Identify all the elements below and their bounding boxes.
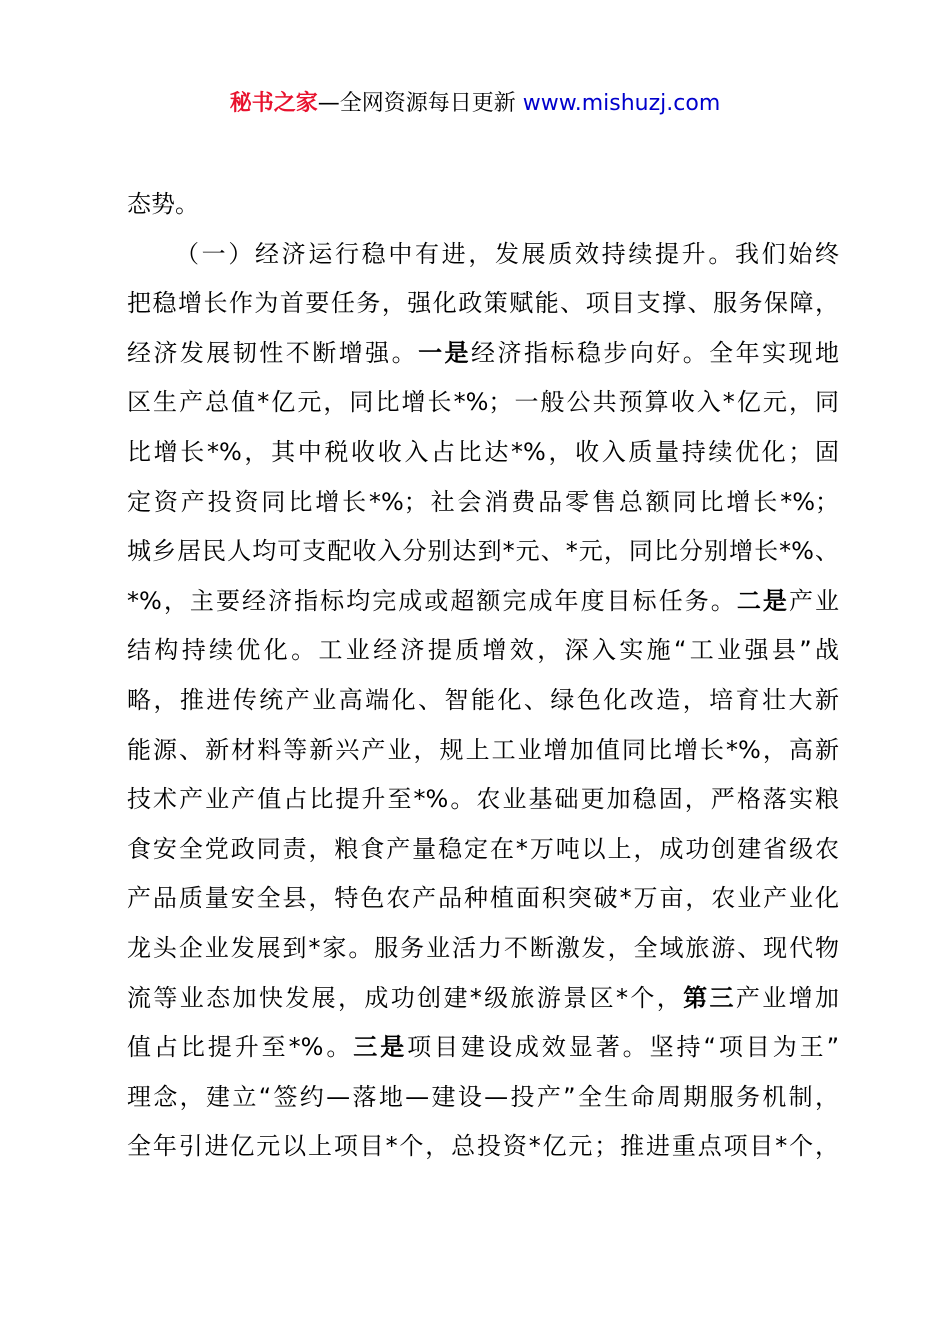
- text-segment: 经济发展韧性不断增强。: [127, 338, 419, 367]
- text-segment: 产业增加: [735, 983, 840, 1012]
- text-line: [127, 676, 839, 726]
- text-segment: 全年引进亿元以上项目*个，总投资*亿元；推进重点项目*个，: [127, 1132, 839, 1161]
- site-header: [0, 88, 950, 120]
- text-segment: 产品质量安全县，特色农产品种植面积突破*万亩，农业产业化: [127, 884, 839, 913]
- text-line: [127, 230, 839, 280]
- text-line: [127, 180, 839, 230]
- text-segment: *%，主要经济指标均完成或超额完成年度目标任务。: [127, 586, 737, 615]
- text-line: [127, 527, 839, 577]
- text-line: [127, 874, 839, 924]
- bold-ordinal: 三是: [353, 1033, 408, 1062]
- text-segment: 流等业态加快发展，成功创建*级旅游景区*个，: [127, 983, 684, 1012]
- text-line: [127, 378, 839, 428]
- bold-ordinal: 一是: [418, 338, 472, 367]
- text-segment: 龙头企业发展到*家。服务业活力不断激发，全域旅游、现代物: [127, 933, 839, 962]
- bold-ordinal: 二是: [736, 586, 789, 615]
- text-line: [127, 1023, 839, 1073]
- text-line: [127, 577, 839, 627]
- text-line: [127, 726, 839, 776]
- text-segment: 产业: [788, 586, 839, 615]
- text-line: [127, 924, 839, 974]
- text-segment: 能源、新材料等新兴产业，规上工业增加值同比增长*%，高新: [127, 735, 839, 764]
- text-segment: 比增长*%，其中税收收入占比达*%，收入质量持续优化；固: [127, 437, 839, 466]
- text-segment: 略，推进传统产业高端化、智能化、绿色化改造，培育壮大新: [127, 685, 839, 714]
- text-segment: 定资产投资同比增长*%；社会消费品零售总额同比增长*%；: [127, 487, 839, 516]
- text-segment: 理念，建立“签约—落地—建设—投产”全生命周期服务机制，: [127, 1082, 839, 1111]
- text-line: [127, 1122, 839, 1172]
- text-segment: 结构持续优化。工业经济提质增效，深入实施“工业强县”战: [127, 636, 839, 665]
- site-url-link[interactable]: www.mishuzj.com: [522, 91, 721, 116]
- text-segment: 项目建设成效显著。坚持“项目为王”: [407, 1033, 839, 1062]
- text-line: [127, 626, 839, 676]
- text-segment: 技术产业产值占比提升至*%。农业基础更加稳固，严格落实粮: [127, 785, 839, 814]
- brand-name: 秘书之家: [229, 91, 318, 116]
- text-line: [127, 279, 839, 329]
- text-line: [127, 329, 839, 379]
- text-segment: 区生产总值*亿元，同比增长*%；一般公共预算收入*亿元，同: [127, 388, 839, 417]
- text-line: [127, 428, 839, 478]
- document-body: [127, 180, 839, 1172]
- bold-ordinal: 第三: [683, 983, 736, 1012]
- text-segment: （一）经济运行稳中有进，发展质效持续提升。我们始终: [175, 239, 839, 268]
- text-line: [127, 974, 839, 1024]
- text-segment: 食安全党政同责，粮食产量稳定在*万吨以上，成功创建省级农: [127, 834, 839, 863]
- text-segment: 城乡居民人均可支配收入分别达到*元、*元，同比分别增长*%、: [127, 537, 839, 566]
- text-segment: 把稳增长作为首要任务，强化政策赋能、项目支撑、服务保障，: [127, 289, 839, 318]
- text-line: [127, 775, 839, 825]
- text-segment: 态势。: [127, 190, 199, 218]
- text-segment: 值占比提升至*%。: [127, 1033, 354, 1062]
- text-line: [127, 825, 839, 875]
- text-segment: 经济指标稳步向好。全年实现地: [471, 338, 840, 367]
- text-line: [127, 1073, 839, 1123]
- text-line: [127, 478, 839, 528]
- header-slogan: —全网资源每日更新: [317, 91, 516, 116]
